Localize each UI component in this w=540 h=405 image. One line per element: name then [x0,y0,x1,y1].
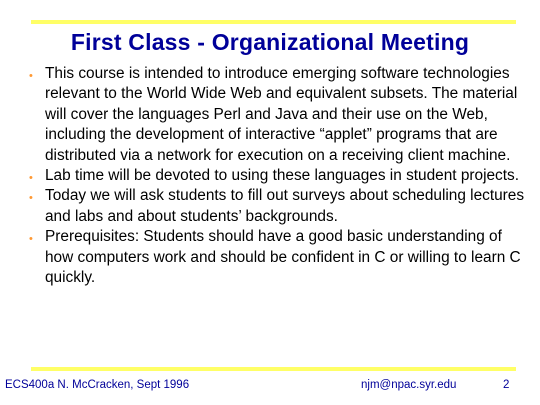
bullet-item [29,166,529,186]
footer-email: njm@npac.syr.edu [361,379,457,391]
bullet-text: Lab time will be devoted to using these languages in student projects. [45,167,519,185]
bullet-marker: • [29,172,33,185]
page-number: 2 [503,379,510,391]
bottom-divider [31,367,516,371]
bullet-text: Prerequisites: Students should have a good basic understanding of how computers work and should be confident in C or willing to learn C quickly. [45,228,521,287]
bullet-text: This course is intended to introduce emerging software technologies relevant to the World Wide Web and equivalent subsets. The material will cover the languages Perl and Java and their use on the Web, including the development of interactive “applet” programs that are distributed via a network for execution on a receiving client machine. [45,65,518,164]
bullet-item [29,64,529,166]
top-divider [31,20,516,24]
bullet-item [29,227,529,288]
bullet-item [29,186,529,227]
bullet-list [29,64,529,288]
footer-course: ECS400a N. McCracken, Sept 1996 [5,379,190,391]
slide-title: First Class - Organizational Meeting [70,29,470,55]
bullet-text: Today we will ask students to fill out surveys about scheduling lectures and labs and about students’ backgrounds. [45,187,525,225]
bullet-marker: • [29,70,33,82]
bullet-marker: • [29,233,33,246]
bullet-marker: • [29,192,33,205]
